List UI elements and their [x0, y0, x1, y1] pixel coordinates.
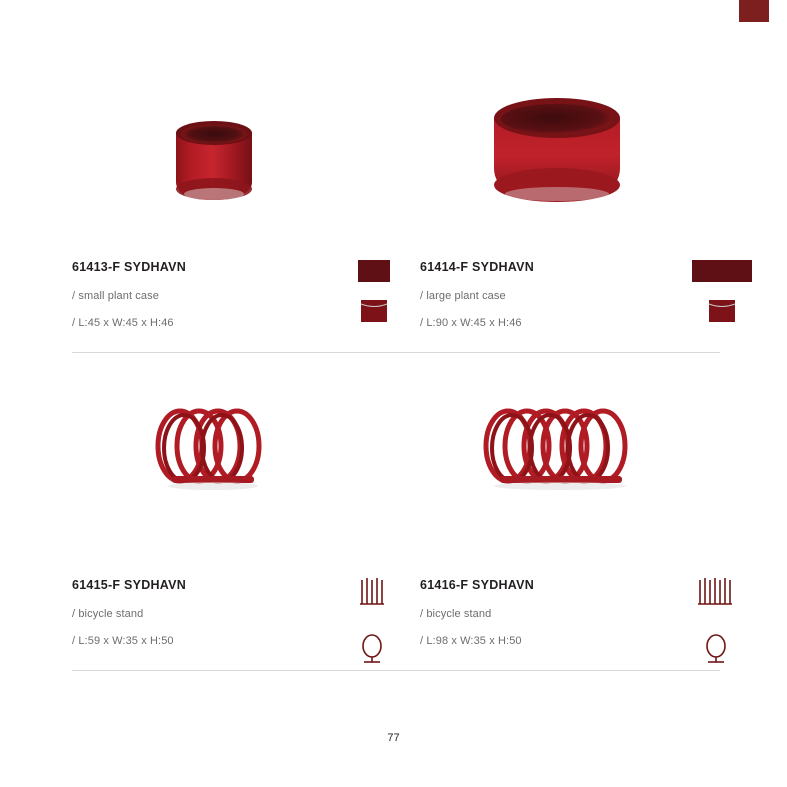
product-info	[420, 578, 680, 662]
plan-view-thumbnail	[692, 260, 752, 282]
product-code: 61415-F SYDHAVN	[72, 578, 186, 592]
row-divider	[72, 670, 720, 671]
product-info	[72, 260, 332, 344]
product-dimensions: / L:59 x W:35 x H:50	[72, 635, 174, 647]
elevation-view-thumbnail	[709, 300, 735, 322]
product-description: / bicycle stand	[72, 608, 144, 620]
product-code: 61416-F SYDHAVN	[420, 578, 534, 592]
large-oval-plant-case-render	[420, 60, 766, 260]
product-description: / large plant case	[420, 290, 506, 302]
product-dimensions: / L:45 x W:45 x H:46	[72, 317, 174, 329]
plan-view-thumbnail	[358, 260, 390, 282]
product-info	[72, 578, 332, 662]
product-cell	[72, 60, 418, 378]
product-code: 61413-F SYDHAVN	[72, 260, 186, 274]
product-info	[420, 260, 680, 344]
product-cell	[72, 378, 418, 696]
small-round-plant-case-render	[72, 60, 418, 260]
small-bicycle-stand-render	[72, 378, 418, 578]
product-description: / bicycle stand	[420, 608, 492, 620]
side-view-thumbnail	[707, 635, 725, 662]
product-code: 61414-F SYDHAVN	[420, 260, 534, 274]
side-view-thumbnail	[363, 635, 381, 662]
product-row	[0, 378, 787, 696]
page-number: 77	[387, 732, 400, 744]
product-cell	[420, 378, 766, 696]
product-grid	[0, 60, 787, 696]
large-bicycle-stand-render	[420, 378, 766, 578]
row-divider	[72, 352, 720, 353]
product-dimensions: / L:98 x W:35 x H:50	[420, 635, 522, 647]
product-cell	[420, 60, 766, 378]
product-description: / small plant case	[72, 290, 159, 302]
product-row	[0, 60, 787, 378]
product-dimensions: / L:90 x W:45 x H:46	[420, 317, 522, 329]
elevation-view-thumbnail	[361, 300, 387, 322]
front-view-thumbnail	[698, 578, 732, 604]
front-view-thumbnail	[360, 578, 384, 604]
corner-marker	[739, 0, 769, 22]
